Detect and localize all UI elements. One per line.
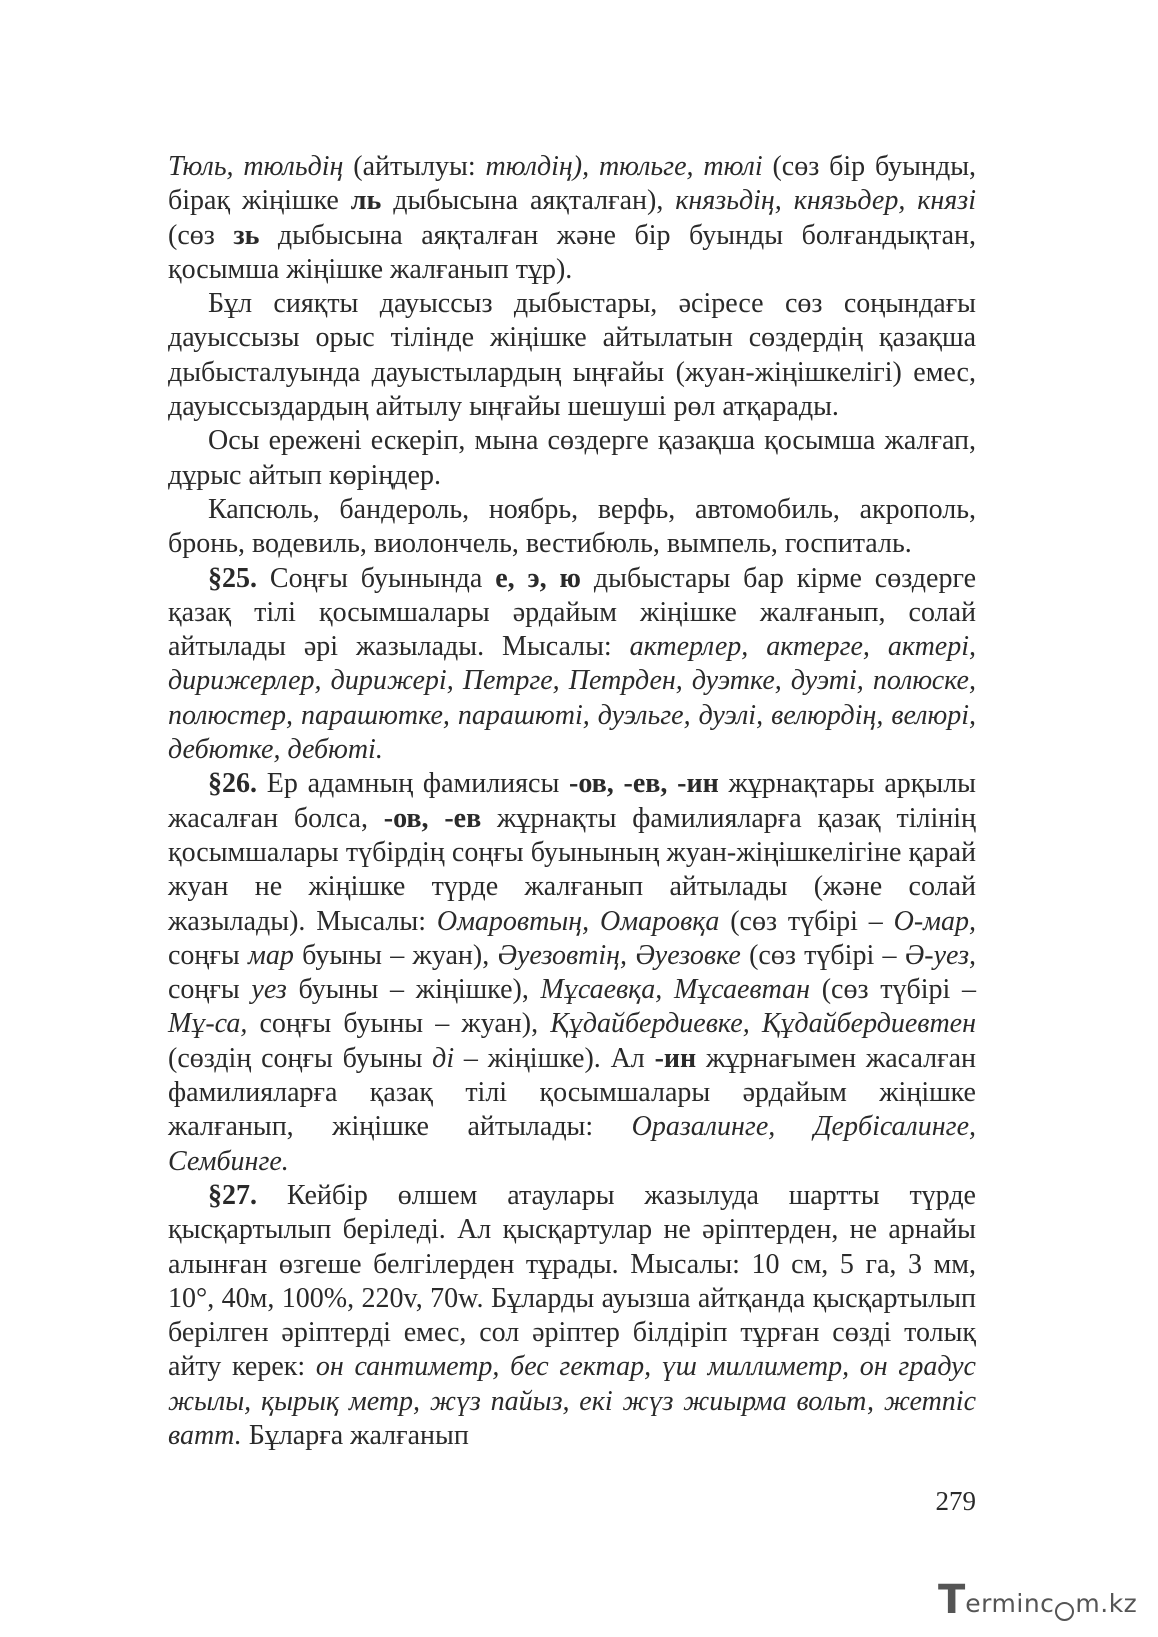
paragraph — [168, 493, 976, 562]
watermark-letter-t: T — [938, 1577, 966, 1623]
paragraph — [168, 287, 976, 424]
text-run: жұрнақты фамилияларға қазақ тілінің қосымшалары түбірдің соңғы буынының жуан-жіңішкелігіне қарай жуан не жіңішке түрде жалғанып айтылады (және солай жазылады). Мысалы: — [168, 802, 976, 937]
terminkom-watermark-logo — [938, 1572, 1138, 1623]
italic-text: Мұсаевқа, Мұсаевтан — [540, 974, 811, 1006]
page-body-text — [168, 150, 976, 1453]
italic-text: О-мар, — [893, 905, 977, 937]
text-run: Соңғы буынында — [257, 562, 496, 594]
text-run: (сөз — [168, 219, 234, 251]
text-run: (сөз бір буынды, бірақ жіңішке — [168, 151, 977, 217]
text-run: Бұларға жалғанып — [241, 1419, 469, 1451]
italic-text: мар — [248, 939, 294, 971]
italic-text: Тюль, тюльдің — [168, 151, 344, 182]
watermark-text-end: m.kz — [1075, 1588, 1138, 1618]
text-run: Кейбір өлшем атаулары жазылуда шартты түрде қысқартылып беріледі. Ал қысқартулар не әріптерден, не арнайы алынған өзгеше белгілерден тұрады. Мысалы: 10 см, 5 га, 3 мм, 10°, 40м, 100%, 220v, 70w. Бұларды ауызша айтқанда қысқартылып берілген әріптерді емес, сол әріптер білдіріп тұрған сөзді толық айту керек: — [168, 1179, 976, 1383]
bold-text: -ин — [654, 1042, 697, 1074]
text-run: (айтылуы: — [343, 151, 486, 182]
italic-text: Құдайбердиевке, Құдайбердиевтен — [550, 1008, 977, 1040]
text-run: соңғы — [168, 939, 248, 971]
italic-text: Мұ-са, — [168, 1008, 248, 1040]
italic-text: ді — [432, 1042, 455, 1074]
italic-text: уез — [251, 974, 287, 1006]
text-run: (сөз түбірі – — [740, 939, 905, 971]
text-run: – жіңішке). Ал — [454, 1042, 655, 1074]
magnifier-icon — [1055, 1602, 1074, 1621]
italic-text: князьдің, князьдер, князі — [675, 185, 977, 217]
text-run: Осы ережені ескеріп, мына сөздерге қазақша қосымша жалғап, дұрыс айтып көріңдер. — [168, 425, 976, 491]
bold-text: §26. — [208, 768, 257, 800]
bold-text: §27. — [208, 1179, 257, 1211]
bold-text: §25. — [208, 562, 257, 594]
paragraph — [168, 150, 976, 287]
bold-text: зь — [233, 219, 260, 251]
paragraph — [168, 1179, 976, 1453]
text-run: соңғы — [168, 974, 252, 1006]
text-run: Бұл сияқты дауыссыз дыбыстары, әсіресе сөз соңындағы дауыссызы орыс тілінде жіңішке айтылатын сөздердің қазақша дыбысталуында дауыстылардың ыңғайы (жуан-жіңішкелігі) емес, дауыссыздардың айтылу ыңғайы шешуші рөл атқарады. — [168, 288, 976, 423]
watermark-text-mid: erminc — [965, 1588, 1055, 1618]
text-run: жұрнағымен жасалған фамилияларға қазақ тілі қосымшалары әрдайым жіңішке жалғанып, жіңішке айтылады: — [168, 1042, 976, 1143]
text-run: Капсюль, бандероль, ноябрь, верфь, автомобиль, акрополь, бронь, водевиль, виолончель, вестибюль, вымпель, госпиталь. — [168, 493, 976, 560]
text-run: (сөздің соңғы буыны — [168, 1042, 433, 1074]
text-run: дыбысына аяқталған), — [381, 185, 676, 217]
paragraph — [168, 562, 976, 768]
text-run: Ер адамның фамилиясы — [257, 768, 570, 800]
bold-text: -ов, -ев — [383, 802, 482, 834]
text-run: дыбысына аяқталған және бір буынды болғандықтан, қосымша жіңішке жалғанып тұр). — [168, 219, 976, 285]
page-number: 279 — [935, 1486, 976, 1516]
text-run: соңғы буыны – жуан), — [247, 1008, 551, 1040]
bold-text: -ов, -ев, -ин — [569, 768, 719, 800]
bold-text: ль — [350, 185, 382, 217]
text-run: (сөз түбірі – — [810, 974, 976, 1006]
italic-text: он сантиметр, бес гектар, үш миллиметр, он градус жылы, қырық метр, жүз пайыз, екі жүз жиырма вольт, жетпіс ватт. — [168, 1351, 976, 1451]
paragraph — [168, 767, 976, 1179]
italic-text: актерлер, актерге, актері, дирижерлер, дирижері, Петрге, Петрден, дуэтке, дуэті, полюске, полюстер, парашютке, парашюті, дуэльге, дуэлі, велюрдің, велюрі, дебютке, дебюті. — [168, 631, 977, 766]
italic-text: Ә-уез, — [904, 939, 976, 971]
text-run: буыны – жуан), — [293, 939, 498, 971]
text-run: (сөз түбірі – — [719, 905, 894, 937]
italic-text: Әуезовтің, Әуезовке — [497, 939, 741, 971]
text-run: жұрнақтары арқылы жасалған болса, — [168, 768, 976, 834]
italic-text: Оразалинге, Дербісалинге, Сембинге. — [168, 1111, 977, 1177]
italic-text: Омаровтың, Омаровқа — [436, 905, 720, 937]
italic-text: тюлдің), тюльге, тюлі — [485, 151, 763, 182]
text-run: буыны – жіңішке), — [286, 974, 541, 1006]
bold-text: е, э, ю — [495, 562, 581, 594]
paragraph — [168, 424, 976, 493]
text-run: дыбыстары бар кірме сөздерге қазақ тілі қосымшалары әрдайым жіңішке жалғанып, солай айтылады әрі жазылады. Мысалы: — [168, 562, 977, 663]
